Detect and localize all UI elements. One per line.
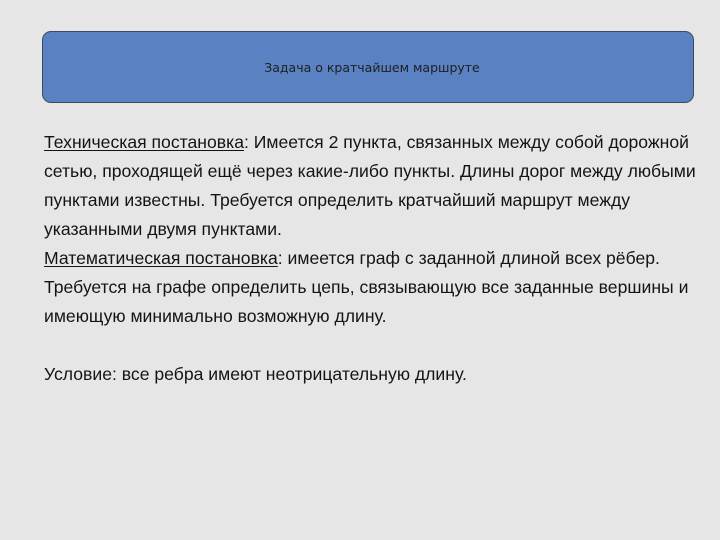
technical-statement-text: : Имеется 2 пункта, связанных между собой дорожной сетью, проходящей ещё через какие-либо пункты. Длины дорог между любыми пунктами известны. Требуется определить кратчайший маршрут между указанными двумя пунктами. <box>44 132 696 239</box>
technical-statement <box>44 128 704 244</box>
technical-statement-label: Техническая постановка <box>44 132 244 152</box>
slide-title: Задача о кратчайшем маршруте <box>264 59 480 75</box>
mathematical-statement-text: : имеется граф с заданной длиной всех рёбер. Требуется на графе определить цепь, связывающую все заданные вершины и имеющую минимально возможную длину. <box>44 248 689 326</box>
paragraph-gap <box>44 331 704 360</box>
slide-content <box>44 128 704 389</box>
condition-statement: Условие: все ребра имеют неотрицательную длину. <box>44 364 467 384</box>
mathematical-statement <box>44 244 704 331</box>
mathematical-statement-label: Математическая постановка <box>44 248 278 268</box>
title-box <box>42 31 694 103</box>
